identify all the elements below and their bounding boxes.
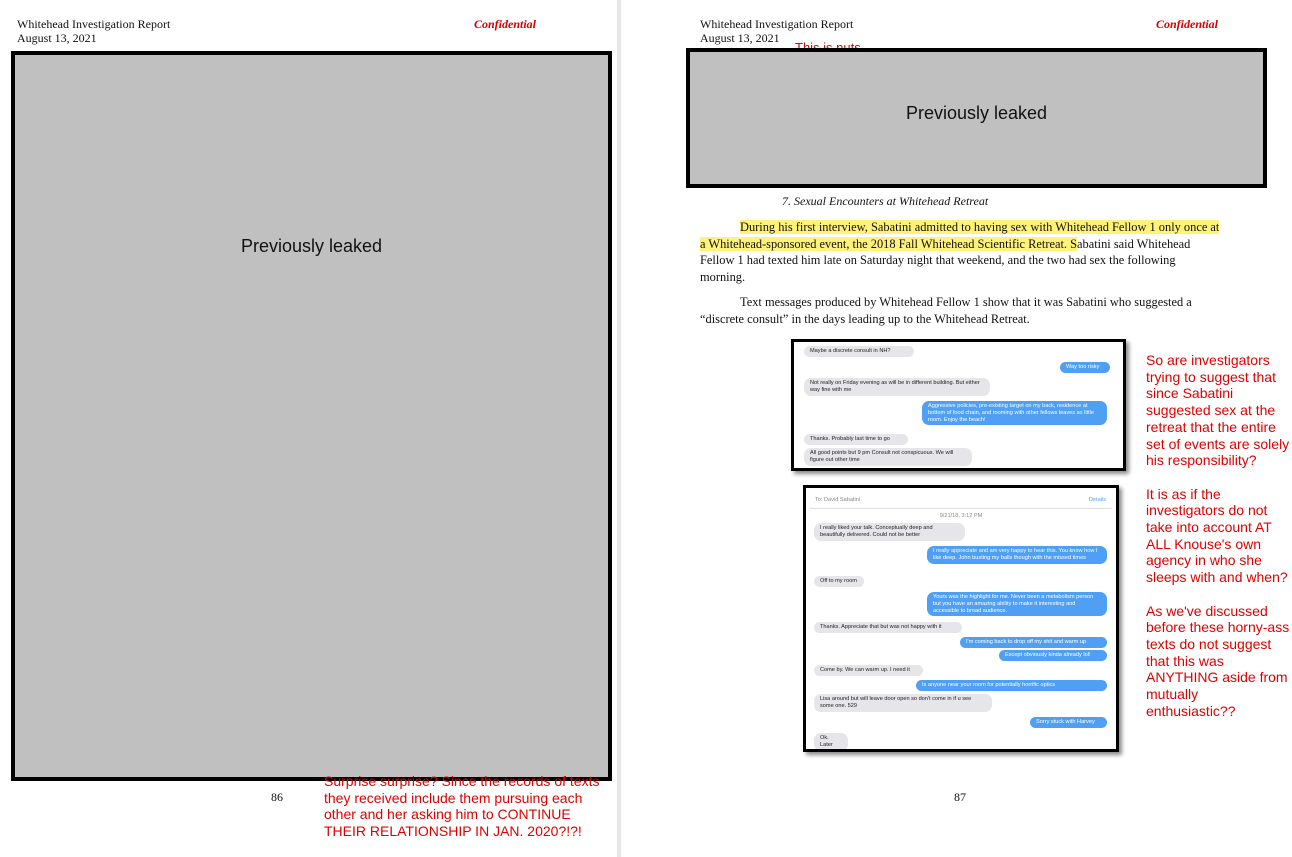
paragraph-2: Text messages produced by Whitehead Fellow 1 show that it was Sabatini who suggested a “discrete consult” in the days leading up to the Whitehead Retreat.	[700, 295, 1192, 326]
document-page-86	[0, 0, 617, 857]
annotation-note: Surprise surprise? Since the records of texts they received include them pursuing each other and her asking him to CONTINUE THEIR RELATIONSHIP IN JAN. 2020?!?!	[324, 773, 600, 840]
confidential-label: Confidential	[474, 17, 537, 31]
message-bubble: Is anyone near your room for potentially horrific optics	[916, 680, 1107, 691]
annotation-paragraph-3: As we've discussed before these horny-ass texts do not suggest that this was ANYTHING aside from mutually enthusiastic??	[1146, 602, 1290, 719]
message-bubble: Yours was the highlight for me. Never been a metabolism person but you have an amazing ability to make it interesting and accessible to broad audience.	[927, 592, 1107, 616]
message-bubble: Thanks. Appreciate that but was not happy with it	[814, 622, 962, 633]
message-bubble: I'm coming back to drop off my shit and warm up	[960, 637, 1107, 648]
message-bubble: Maybe a discrete consult in NH?	[804, 346, 914, 357]
redaction-label: Previously leaked	[240, 236, 383, 256]
recipient-line: To: David Sabatini	[815, 497, 861, 503]
annotation-paragraph-2: It is as if the investigators do not take into account AT ALL Knouse's own agency in who she sleeps with and when?	[1146, 485, 1288, 586]
message-bubble: Except obviously kinda already lol!	[999, 650, 1107, 661]
message-bubble: Not really on Friday evening as will be in different building. But either way fine with me	[804, 378, 990, 396]
header-divider	[810, 508, 1112, 509]
report-title: Whitehead Investigation Report	[17, 17, 171, 31]
report-title: Whitehead Investigation Report	[700, 17, 854, 31]
confidential-label: Confidential	[1156, 17, 1219, 31]
report-date: August 13, 2021	[700, 31, 780, 45]
message-bubble: Ok. Later	[814, 733, 848, 751]
report-date: August 13, 2021	[17, 31, 97, 45]
message-bubble: Thanks. Probably last time to go	[804, 434, 908, 445]
paragraph-1-rest: abatini said Whitehead Fellow 1 had texted him late on Saturday night that weekend, and the two had sex the following morning.	[700, 236, 1191, 285]
text-message-screenshot-1	[791, 339, 1126, 471]
message-bubble: I really appreciate and am very happy to hear this. You know how I like deep. John busting my balls though with the missed times	[927, 546, 1107, 564]
message-bubble: All good points but 9 pm Consult not conspicuous. We will figure out other time	[804, 448, 972, 466]
document-page-87	[621, 0, 1292, 857]
message-bubble: Aggressive policies, pre-existing target on my back, residence at bottom of food chain, and rooming with other fellows leaves so little room. Enjoy the beach!	[922, 401, 1107, 425]
annotation-note	[1146, 352, 1290, 719]
redaction-box	[11, 51, 612, 781]
message-bubble: Way too risky	[1060, 362, 1110, 373]
report-header	[17, 17, 170, 45]
message-timestamp: 9/21/18, 3:12 PM	[939, 513, 983, 519]
paragraph-1	[700, 219, 1220, 286]
redaction-box	[686, 48, 1267, 188]
page-number: 86	[271, 790, 283, 804]
message-bubble: Sorry stuck with Harvey	[1030, 717, 1107, 728]
highlighted-text: During his first interview, Sabatini admitted to having sex with Whitehead Fellow 1 only once at a Whitehead-sponsored event, the 2018 Fall Whitehead Scientific Retreat. S	[700, 220, 1220, 251]
section-heading: 7. Sexual Encounters at Whitehead Retreat	[782, 194, 989, 208]
annotation-paragraph-1: So are investigators trying to suggest that since Sabatini suggested sex at the retreat that the entire set of events are solely his responsibility?	[1146, 352, 1290, 469]
text-message-screenshot-2	[803, 485, 1119, 752]
message-bubble: Off to my room	[814, 576, 864, 587]
message-bubble: Lisa around but will leave door open so don't come in if u see some one. 529	[814, 694, 992, 712]
message-bubble: I really liked your talk. Conceptually deep and beautifully delivered. Could not be better	[814, 523, 965, 541]
message-bubble: Come by. We can warm up. I need it	[814, 665, 923, 676]
redaction-label: Previously leaked	[905, 103, 1048, 123]
details-link[interactable]: Details	[1088, 497, 1106, 503]
page-number: 87	[954, 790, 966, 804]
